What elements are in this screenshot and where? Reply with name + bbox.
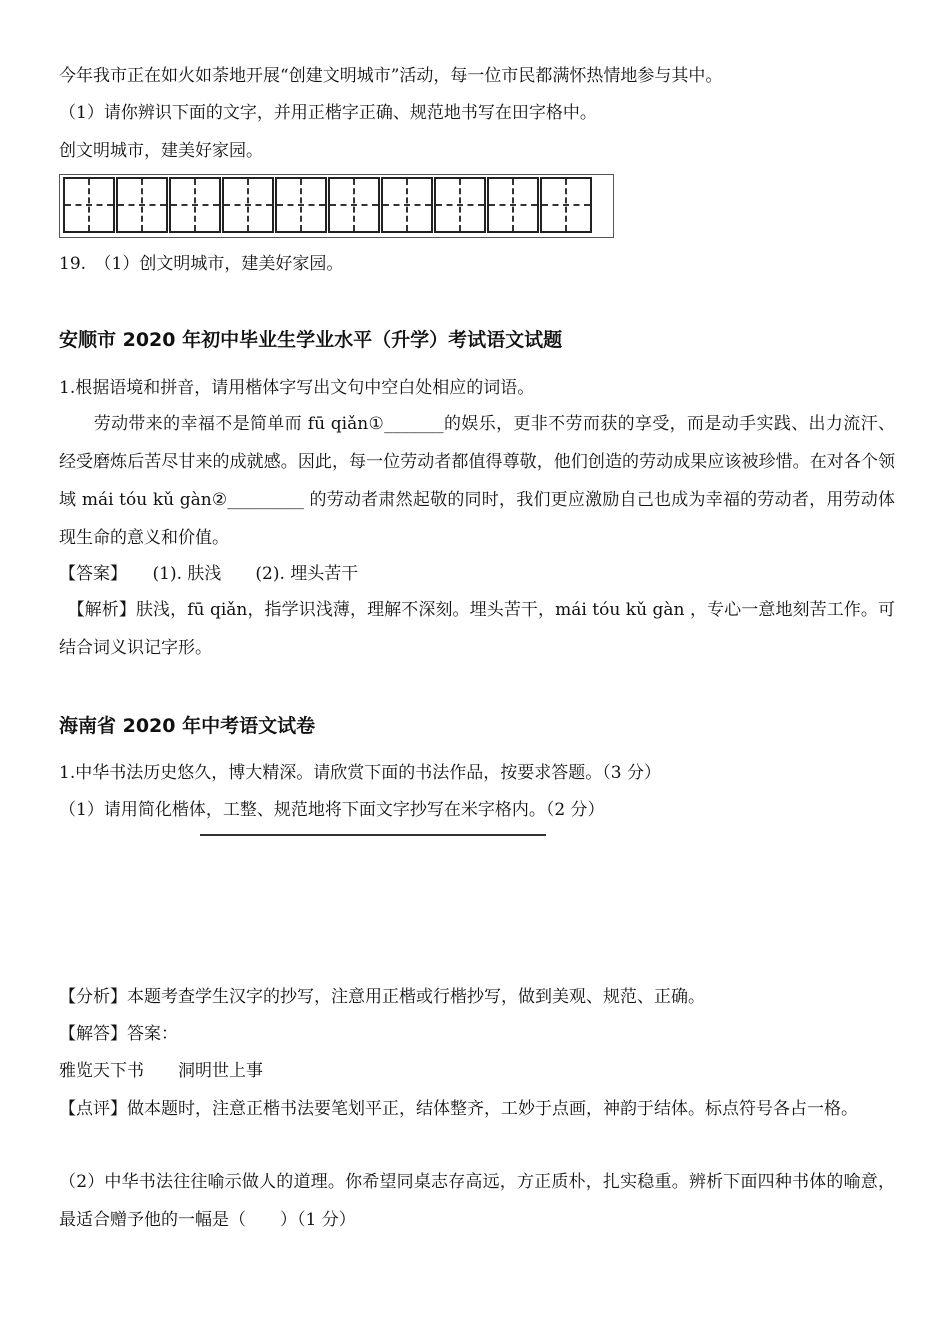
section1-phrase: 创文明城市，建美好家园。 <box>59 141 263 161</box>
section3-fenxi: 【分析】本题考查学生汉字的抄写，注意用正楷或行楷抄写，做到美观、规范、正确。 <box>59 987 705 1007</box>
tianzige-cell[interactable] <box>540 177 592 233</box>
answer-rule <box>200 834 546 836</box>
section2-passage: 劳动带来的幸福不是简单而 fū qiǎn①_______的娱乐，更非不劳而获的享受，而是动手实践、出力流汗、经受磨炼后苦尽甘来的成就感。因此，每一位劳动者都值得尊敬，他们创造的劳动成果应该被珍惜。在对各个领域 mái tóu kǔ gàn②_________ 的劳动者肃然起敬的同时，我们更应激励自己也成为幸福的劳动者，用劳动体现生命的意义和价值。 <box>59 414 895 548</box>
section3-question: 1.中华书法历史悠久，博大精深。请欣赏下面的书法作品，按要求答题。（3 分） <box>59 763 661 783</box>
tianzige-cell[interactable] <box>381 177 433 233</box>
section1-question: （1）请你辨识下面的文字，并用正楷字正确、规范地书写在田字格中。 <box>59 103 597 123</box>
section1-intro: 今年我市正在如火如荼地开展“创建文明城市”活动，每一位市民都满怀热情地参与其中。 <box>59 66 723 86</box>
tianzige-cell[interactable] <box>487 177 539 233</box>
tianzige-cell[interactable] <box>434 177 486 233</box>
tianzige-cell[interactable] <box>222 177 274 233</box>
section3-answer-text: 雅览天下书 洞明世上事 <box>59 1061 263 1081</box>
section3-jieda: 【解答】答案： <box>59 1024 178 1044</box>
section1-answer: 19. （1）创文明城市，建美好家园。 <box>59 254 344 274</box>
section3-sub1: （1）请用简化楷体，工整、规范地将下面文字抄写在米字格内。（2 分） <box>59 800 605 820</box>
tianzige-cell[interactable] <box>116 177 168 233</box>
section2-question: 1.根据语境和拼音，请用楷体字写出文句中空白处相应的词语。 <box>59 378 535 398</box>
tianzige-cell[interactable] <box>275 177 327 233</box>
section2-analysis: 【解析】肤浅，fū qiǎn，指学识浅薄，理解不深刻。埋头苦干，mái tóu kǔ gàn ，专心一意地刻苦工作。可结合词义识记字形。 <box>59 600 895 658</box>
section2-title: 安顺市 2020 年初中毕业生学业水平（升学）考试语文试题 <box>59 329 563 351</box>
section2-answer: 【答案】 (1). 肤浅 (2). 埋头苦干 <box>59 564 359 584</box>
section3-sub2: （2）中华书法往往喻示做人的道理。你希望同桌志存高远，方正质朴，扎实稳重。辨析下面四种书体的喻意，最适合赠予他的一幅是（ ）（1 分） <box>59 1172 895 1230</box>
section3-title: 海南省 2020 年中考语文试卷 <box>59 715 316 737</box>
tianzige-cell[interactable] <box>169 177 221 233</box>
tianzige-grid <box>59 174 614 238</box>
tianzige-cell[interactable] <box>63 177 115 233</box>
section3-dianping: 【点评】做本题时，注意正楷书法要笔划平正，结体整齐，工妙于点画，神韵于结体。标点符号各占一格。 <box>59 1099 858 1119</box>
tianzige-cell[interactable] <box>328 177 380 233</box>
